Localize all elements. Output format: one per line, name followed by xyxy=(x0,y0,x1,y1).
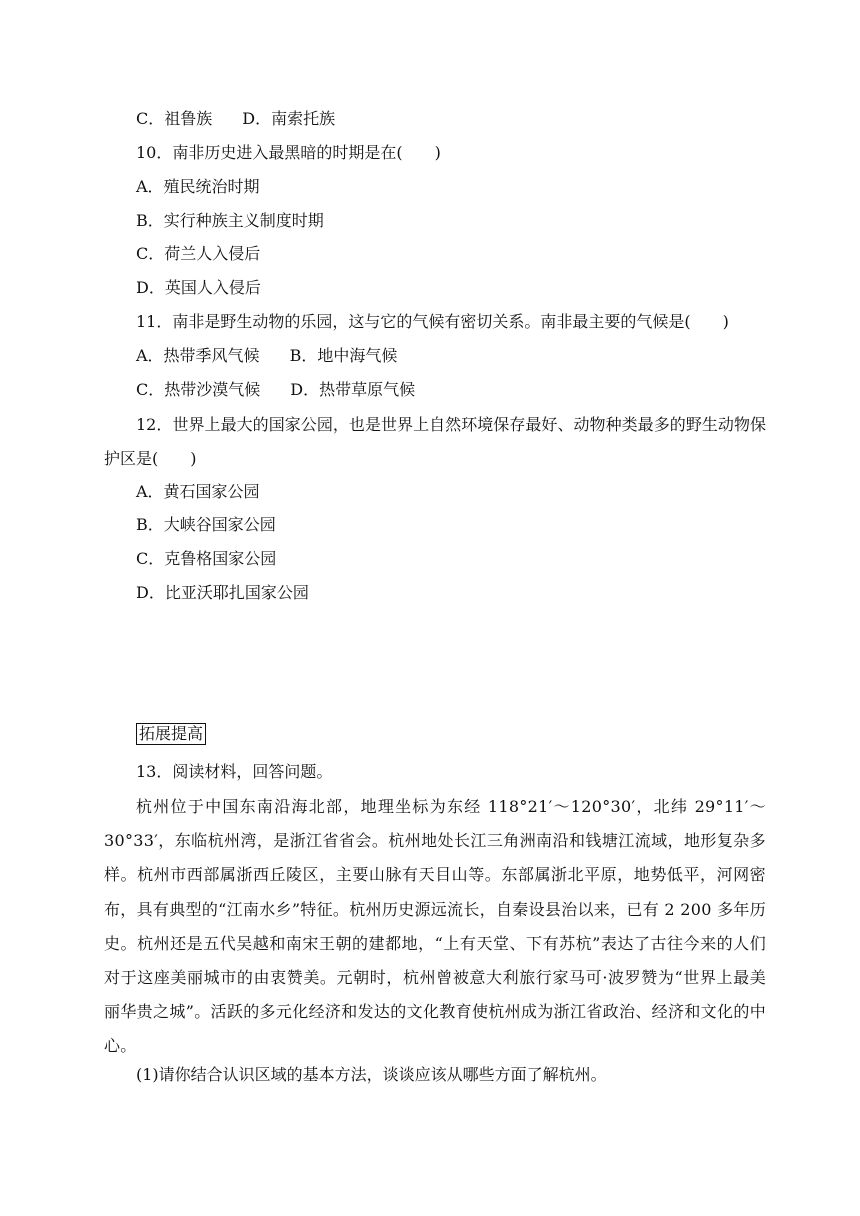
q11-option-d: D．热带草原气候 xyxy=(290,380,416,399)
q12-option-b: B．大峡谷国家公园 xyxy=(136,515,276,534)
q9-option-d: D．南索托族 xyxy=(242,109,336,128)
q12-option-a: A．黄石国家公园 xyxy=(136,482,260,501)
q13-passage: 杭州位于中国东南沿海北部，地理坐标为东经 118°21′～120°30′，北纬 29°11′～30°33′，东临杭州湾，是浙江省省会。杭州地处长江三角洲南沿和钱塘江流域，地形复杂多样。杭州市西部属浙西丘陵区，主要山脉有天目山等。东部属浙北平原，地势低平，河网密布，具有典型的“江南水乡”特征。杭州历史源远流长，自秦设县治以来，已有 2 200 多年历史。杭州还是五代吴越和南宋王朝的建都地，“上有天堂、下有苏杭”表达了古往今来的人们对于这座美丽城市的由衷赞美。元朝时，杭州曾被意大利旅行家马可·波罗赞为“世界上最美丽华贵之城”。活跃的多元化经济和发达的文化教育使杭州成为浙江省政治、经济和文化的中心。 xyxy=(104,797,766,1056)
q11-option-b: B．地中海气候 xyxy=(289,346,398,365)
q10-option-d: D．英国人入侵后 xyxy=(136,278,261,297)
q11-option-c: C．热带沙漠气候 xyxy=(136,380,261,399)
q12-stem: 12．世界上最大的国家公园，也是世界上自然环境保存最好、动物种类最多的野生动物保护区是( ) xyxy=(104,415,766,468)
q11-option-a: A．热带季风气候 xyxy=(136,346,260,365)
q11-stem: 11．南非是野生动物的乐园，这与它的气候有密切关系。南非最主要的气候是( ) xyxy=(136,312,729,331)
q13-subquestion-1: (1)请你结合认识区域的基本方法，谈谈应该从哪些方面了解杭州。 xyxy=(136,1065,607,1084)
q11-options-row-1 xyxy=(136,345,397,367)
q10-option-a: A．殖民统治时期 xyxy=(136,177,260,196)
q11-options-row-2 xyxy=(136,379,415,401)
q9-options-row xyxy=(136,108,335,130)
q10-stem: 10．南非历史进入最黑暗的时期是在( ) xyxy=(136,143,441,162)
q10-option-c: C．荷兰人入侵后 xyxy=(136,244,261,263)
q13-stem: 13．阅读材料，回答问题。 xyxy=(136,762,333,781)
q12-option-c: C．克鲁格国家公园 xyxy=(136,549,277,568)
q12-option-d: D．比亚沃耶扎国家公园 xyxy=(136,583,309,602)
q10-option-b: B．实行种族主义制度时期 xyxy=(136,211,324,230)
q9-option-c: C．祖鲁族 xyxy=(136,109,213,128)
section-title-box: 拓展提高 xyxy=(136,723,206,745)
